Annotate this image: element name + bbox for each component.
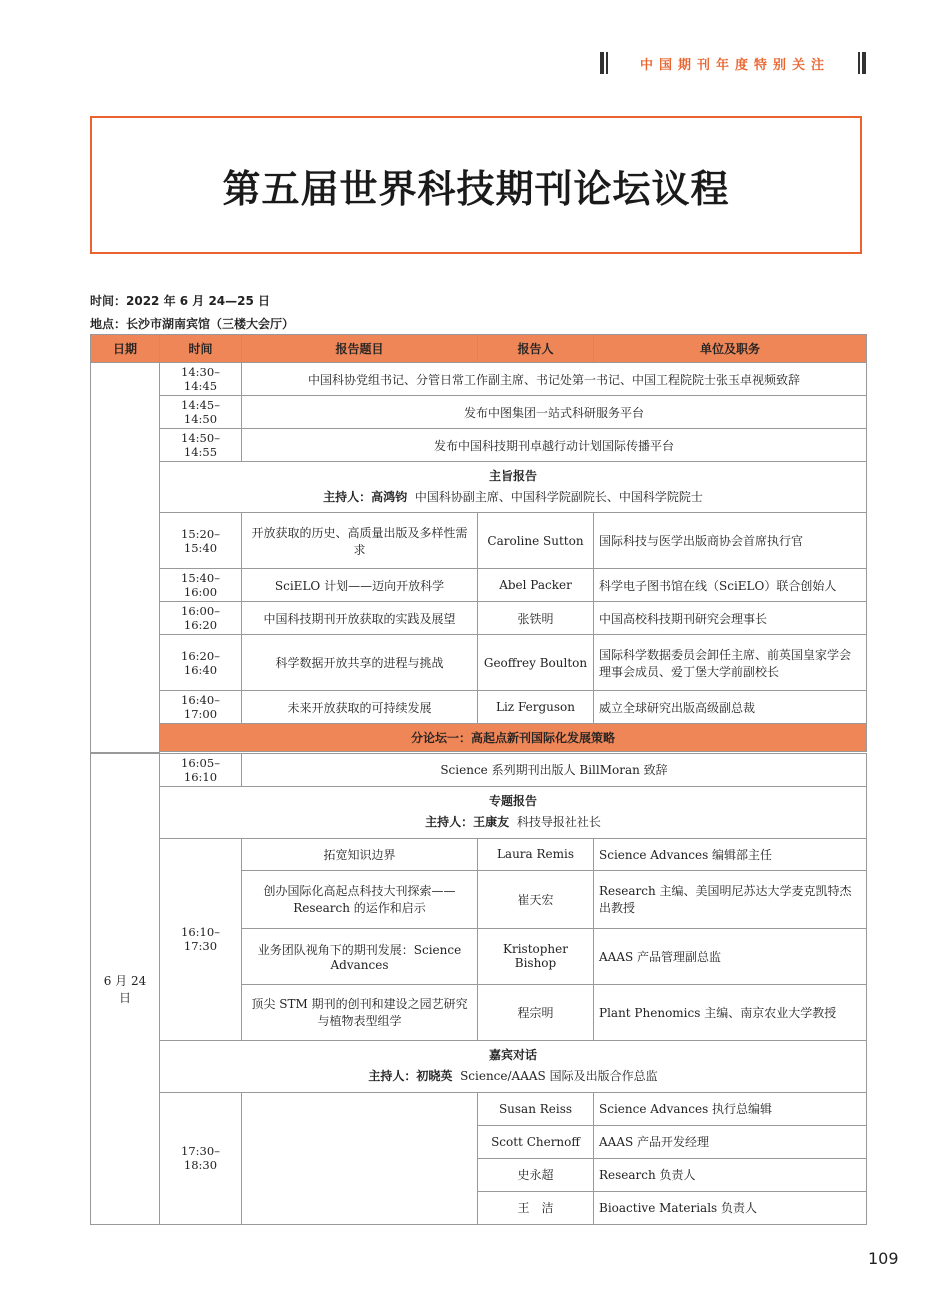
row-affiliation: AAAS 产品管理副总监: [594, 928, 867, 984]
section-title: 主旨报告: [488, 469, 537, 483]
row-speaker: 张铁明: [478, 602, 594, 635]
page-title: 第五届世界科技期刊论坛议程: [222, 166, 730, 211]
header-speaker: 报告人: [478, 335, 594, 363]
row-time: 15:40–16:00: [160, 569, 242, 602]
date-cell-empty: [91, 363, 160, 753]
row-speaker: 史永超: [478, 1158, 594, 1191]
section-host: [165, 1066, 861, 1087]
row-affiliation: 科学电子图书馆在线（SciELO）联合创始人: [594, 569, 867, 602]
row-speaker: 崔天宏: [478, 870, 594, 928]
table-row: [91, 363, 867, 396]
section-title: 嘉宾对话: [488, 1048, 537, 1062]
running-title: 中国期刊年度特别关注: [639, 58, 830, 73]
row-affiliation: Science Advances 执行总编辑: [594, 1092, 867, 1125]
row-speaker: Scott Chernoff: [478, 1125, 594, 1158]
table-header-row: [91, 335, 867, 363]
section-host: [165, 487, 861, 508]
row-affiliation: 中国高校科技期刊研究会理事长: [594, 602, 867, 635]
row-affiliation: 国际科学数据委员会卸任主席、前英国皇家学会理事会成员、爱丁堡大学前副校长: [594, 635, 867, 691]
row-time: 16:10–17:30: [160, 838, 242, 1040]
header-bar-left-thin: [606, 52, 608, 74]
row-time: 16:40–17:00: [160, 691, 242, 724]
row-text: 发布中国科技期刊卓越行动计划国际传播平台: [242, 429, 867, 462]
row-time: 15:20–15:40: [160, 513, 242, 569]
row-affiliation: 威立全球研究出版高级副总裁: [594, 691, 867, 724]
row-time: 17:30–18:30: [160, 1092, 242, 1224]
table-row: [91, 569, 867, 602]
row-affiliation: Research 负责人: [594, 1158, 867, 1191]
row-speaker: Abel Packer: [478, 569, 594, 602]
running-header: [590, 52, 890, 76]
row-topic: SciELO 计划——迈向开放科学: [242, 569, 478, 602]
header-date: 日期: [91, 335, 160, 363]
table-row: [91, 396, 867, 429]
row-speaker: Laura Remis: [478, 838, 594, 870]
section-title: 专题报告: [488, 794, 537, 808]
row-topic-empty: [242, 1092, 478, 1224]
row-topic: 拓宽知识边界: [242, 838, 478, 870]
row-topic: 顶尖 STM 期刊的创刊和建设之园艺研究与植物表型组学: [242, 984, 478, 1040]
row-affiliation: Bioactive Materials 负责人: [594, 1191, 867, 1224]
row-text: 中国科协党组书记、分管日常工作副主席、书记处第一书记、中国工程院院士张玉卓视频致辞: [242, 363, 867, 396]
page-number: 109: [868, 1249, 899, 1268]
table-row: [91, 1092, 867, 1125]
table-row: [91, 838, 867, 870]
row-speaker: 程宗明: [478, 984, 594, 1040]
row-affiliation: Research 主编、美国明尼苏达大学麦克凯特杰出教授: [594, 870, 867, 928]
row-affiliation: AAAS 产品开发经理: [594, 1125, 867, 1158]
row-speaker: Liz Ferguson: [478, 691, 594, 724]
row-topic: 科学数据开放共享的进程与挑战: [242, 635, 478, 691]
table-row: [91, 635, 867, 691]
title-box: [90, 116, 862, 254]
section-keynote: [160, 462, 867, 513]
row-time: 14:30–14:45: [160, 363, 242, 396]
row-topic: 中国科技期刊开放获取的实践及展望: [242, 602, 478, 635]
host-label: 主持人：王康友: [425, 815, 510, 829]
host-desc: 中国科协副主席、中国科学院副院长、中国科学院院士: [414, 490, 703, 504]
host-label: 主持人：高鸿钧: [323, 490, 408, 504]
forum-row: [91, 724, 867, 752]
meta-location: 地点：长沙市湖南宾馆（三楼大会厅）: [90, 317, 295, 331]
row-text: 发布中图集团一站式科研服务平台: [242, 396, 867, 429]
row-speaker: Susan Reiss: [478, 1092, 594, 1125]
table-row: [91, 753, 867, 786]
row-topic: 创办国际化高起点科技大刊探索——Research 的运作和启示: [242, 870, 478, 928]
host-desc: Science/AAAS 国际及出版合作总监: [460, 1069, 658, 1083]
header-bar-right-thin: [858, 52, 860, 74]
row-affiliation: 国际科技与医学出版商协会首席执行官: [594, 513, 867, 569]
host-desc: 科技导报社社长: [516, 815, 601, 829]
table-row: [91, 691, 867, 724]
header-bar-left: [600, 52, 604, 74]
row-topic: 业务团队视角下的期刊发展：Science Advances: [242, 928, 478, 984]
table-row: [91, 429, 867, 462]
table-row: [91, 513, 867, 569]
section-row-dialogue: [91, 1040, 867, 1092]
section-dialogue: [160, 1040, 867, 1092]
header-topic: 报告题目: [242, 335, 478, 363]
forum-title: 分论坛一：高起点新刊国际化发展策略: [160, 724, 867, 752]
row-speaker: Caroline Sutton: [478, 513, 594, 569]
row-topic: 开放获取的历史、高质量出版及多样性需求: [242, 513, 478, 569]
header-affiliation: 单位及职务: [594, 335, 867, 363]
section-row-special: [91, 786, 867, 838]
header-bar-right: [862, 52, 866, 74]
section-host: [165, 812, 861, 833]
row-affiliation: Science Advances 编辑部主任: [594, 838, 867, 870]
row-time: 16:00–16:20: [160, 602, 242, 635]
row-time: 14:50–14:55: [160, 429, 242, 462]
meta-time: 时间：2022 年 6 月 24—25 日: [90, 294, 271, 308]
row-affiliation: Plant Phenomics 主编、南京农业大学教授: [594, 984, 867, 1040]
header-time: 时间: [160, 335, 242, 363]
row-text: Science 系列期刊出版人 BillMoran 致辞: [242, 753, 867, 786]
agenda-table: [90, 334, 867, 1225]
row-speaker: 王 洁: [478, 1191, 594, 1224]
row-speaker: Geoffrey Boulton: [478, 635, 594, 691]
row-speaker: Kristopher Bishop: [478, 928, 594, 984]
row-time: 16:05–16:10: [160, 753, 242, 786]
row-time: 14:45–14:50: [160, 396, 242, 429]
row-topic: 未来开放获取的可持续发展: [242, 691, 478, 724]
section-row-keynote: [91, 462, 867, 513]
host-label: 主持人：初晓英: [368, 1069, 453, 1083]
row-time: 16:20–16:40: [160, 635, 242, 691]
date-cell: 6 月 24 日: [91, 753, 160, 1224]
table-row: [91, 602, 867, 635]
section-special: [160, 786, 867, 838]
